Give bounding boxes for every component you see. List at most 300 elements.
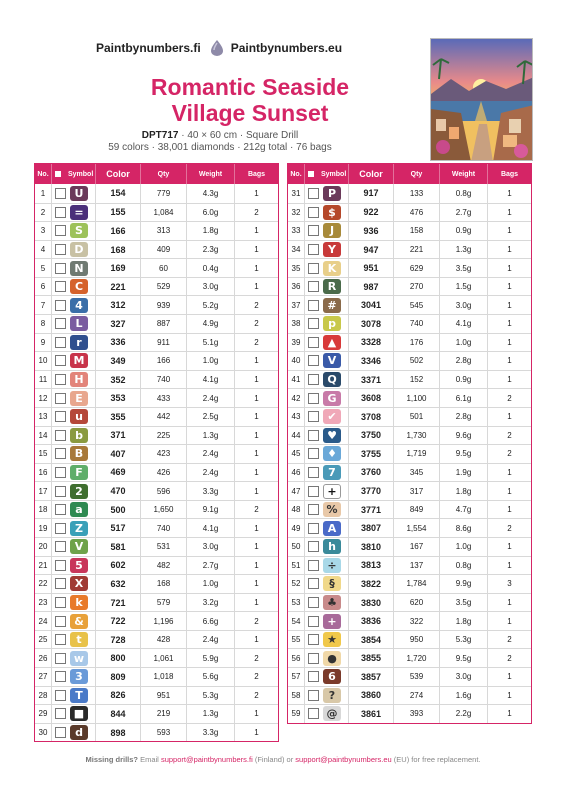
done-checkbox[interactable] [55,560,66,571]
table-row [35,203,278,222]
table-header [288,164,531,184]
done-checkbox[interactable] [55,727,66,738]
quantity: 779 [140,184,186,203]
done-checkbox[interactable] [55,541,66,552]
bags: 1 [234,222,278,240]
quantity: 166 [140,352,186,370]
symbol-swatch: h [323,539,341,554]
row-number: 46 [291,467,301,477]
color-code: 168 [95,241,140,259]
done-checkbox[interactable] [308,523,319,534]
quantity: 1,784 [393,575,439,593]
row-number: 37 [291,300,301,310]
symbol-cell [304,538,348,556]
table-row [35,686,278,705]
table-row [35,370,278,389]
done-checkbox[interactable] [55,393,66,404]
done-checkbox[interactable] [308,393,319,404]
weight: 3.3g [186,724,234,742]
row-number: 17 [38,486,48,496]
color-code: 3861 [348,705,393,723]
bags: 1 [234,278,278,296]
symbol-swatch: t [70,632,88,647]
symbol-swatch: = [70,205,88,220]
done-checkbox[interactable] [308,188,319,199]
header-checkbox-icon [55,171,61,177]
row-number: 6 [40,282,46,292]
color-code: 3857 [348,668,393,686]
color-code: 632 [95,575,140,593]
color-code: 355 [95,408,140,426]
table-row [35,388,278,407]
weight: 1.0g [439,334,487,352]
quantity: 428 [140,631,186,649]
weight: 3.2g [186,594,234,612]
weight: 1.9g [439,464,487,482]
color-table-left [34,163,279,742]
row-number: 14 [38,430,48,440]
done-checkbox[interactable] [55,671,66,682]
done-checkbox[interactable] [55,244,66,255]
symbol-cell [304,389,348,407]
color-code: 947 [348,241,393,259]
quantity: 951 [140,687,186,705]
symbol-swatch: w [70,651,88,666]
table-row [288,203,531,222]
quantity: 740 [140,371,186,389]
weight: 4.1g [186,519,234,537]
done-checkbox[interactable] [308,708,319,719]
symbol-swatch: k [70,595,88,610]
symbol-swatch: V [70,539,88,554]
weight: 2.2g [439,705,487,723]
done-checkbox[interactable] [55,634,66,645]
row-number: 50 [291,542,301,552]
quantity: 133 [393,184,439,203]
quantity: 167 [393,538,439,556]
done-checkbox[interactable] [308,504,319,515]
weight: 1.0g [186,575,234,593]
done-checkbox[interactable] [55,690,66,701]
done-checkbox[interactable] [308,337,319,348]
symbol-cell [304,259,348,277]
row-number: 3 [40,226,46,236]
quantity: 219 [140,705,186,723]
done-checkbox[interactable] [55,430,66,441]
symbol-cell [304,649,348,667]
symbol-swatch: K [323,261,341,276]
done-checkbox[interactable] [55,188,66,199]
symbol-swatch: u [70,409,88,424]
bags: 1 [234,538,278,556]
quantity: 152 [393,371,439,389]
bags: 1 [487,259,531,277]
symbol-swatch: F [70,465,88,480]
done-checkbox[interactable] [55,411,66,422]
row-number: 9 [40,337,46,347]
header-bags [487,164,531,184]
symbol-cell [51,538,95,556]
kit-code: DPT717 [141,130,179,141]
weight: 1.3g [186,705,234,723]
color-code: 349 [95,352,140,370]
header-symbol [51,164,95,184]
row-number: 48 [291,505,301,515]
row-number: 32 [291,207,301,217]
done-checkbox[interactable] [308,300,319,311]
color-code: 221 [95,278,140,296]
done-checkbox[interactable] [308,671,319,682]
table-row [288,648,531,667]
weight: 5.1g [186,334,234,352]
symbol-swatch: ♦ [323,446,341,461]
color-code: 3830 [348,594,393,612]
symbol-cell [304,296,348,314]
color-code: 581 [95,538,140,556]
row-number: 19 [38,523,48,533]
table-row [35,481,278,500]
done-checkbox[interactable] [55,504,66,515]
bags: 1 [487,334,531,352]
table-row [35,574,278,593]
done-checkbox[interactable] [55,578,66,589]
brand-drop-icon [211,40,223,56]
header-checkbox-icon [308,171,314,177]
done-checkbox[interactable] [55,337,66,348]
symbol-cell [304,482,348,500]
weight: 1.8g [439,612,487,630]
color-code: 327 [95,315,140,333]
table-row [35,351,278,370]
color-code: 898 [95,724,140,742]
done-checkbox[interactable] [308,578,319,589]
table-row [288,258,531,277]
symbol-swatch: ♥ [323,428,341,443]
row-number: 39 [291,337,301,347]
quantity: 1,650 [140,501,186,519]
quantity: 274 [393,687,439,705]
kit-info [70,130,370,154]
symbol-swatch: N [70,261,88,276]
done-checkbox[interactable] [308,225,319,236]
symbol-cell [304,575,348,593]
header-qty [140,164,186,184]
bags: 3 [487,575,531,593]
color-code: 3750 [348,427,393,445]
table-row [288,314,531,333]
weight: 4.1g [186,371,234,389]
quantity: 317 [393,482,439,500]
row-number: 10 [38,356,48,366]
header-weight [439,164,487,184]
bags: 1 [234,241,278,259]
done-checkbox[interactable] [55,523,66,534]
header-color [95,164,140,184]
symbol-swatch: d [70,725,88,740]
color-code: 951 [348,259,393,277]
row-number: 47 [291,486,301,496]
symbol-cell [304,445,348,463]
brand-fi: Paintbynumbers.fi [96,41,201,55]
header-qty-label: Qty [157,170,170,178]
symbol-cell [304,315,348,333]
symbol-swatch: ÷ [323,558,341,573]
done-checkbox[interactable] [55,374,66,385]
done-checkbox[interactable] [308,318,319,329]
header-no-label: No. [290,170,302,178]
weight: 1.3g [439,241,487,259]
done-checkbox[interactable] [308,430,319,441]
table-row [288,686,531,705]
weight: 6.0g [186,204,234,222]
done-checkbox[interactable] [55,467,66,478]
done-checkbox[interactable] [308,207,319,218]
weight: 0.8g [439,557,487,575]
done-checkbox[interactable] [308,281,319,292]
weight: 2.4g [186,445,234,463]
row-number: 36 [291,282,301,292]
weight: 5.3g [439,631,487,649]
symbol-swatch: $ [323,205,341,220]
done-checkbox[interactable] [308,560,319,571]
weight: 0.8g [439,184,487,203]
table-row [288,426,531,445]
symbol-swatch: ? [323,688,341,703]
symbol-cell [304,501,348,519]
table-row [35,723,278,742]
symbol-cell [51,259,95,277]
color-code: 3810 [348,538,393,556]
table-row [288,370,531,389]
header-bags-label: Bags [500,170,519,178]
symbol-cell [51,241,95,259]
bags: 2 [234,649,278,667]
email-link-fi[interactable]: support@paintbynumbers.fi [160,755,253,764]
done-checkbox[interactable] [308,244,319,255]
bags: 1 [487,482,531,500]
table-row [288,221,531,240]
bags: 1 [487,668,531,686]
bags: 1 [234,519,278,537]
quantity: 1,719 [393,445,439,463]
done-checkbox[interactable] [55,225,66,236]
done-checkbox[interactable] [308,616,319,627]
symbol-swatch: Z [70,521,88,536]
table-row [35,184,278,203]
color-code: 800 [95,649,140,667]
table-row [288,444,531,463]
done-checkbox[interactable] [308,486,319,497]
symbol-swatch: ✔ [323,409,341,424]
done-checkbox[interactable] [308,690,319,701]
bags: 1 [487,296,531,314]
table-row [35,444,278,463]
done-checkbox[interactable] [308,411,319,422]
bags: 1 [234,482,278,500]
weight: 5.6g [186,668,234,686]
quantity: 629 [393,259,439,277]
done-checkbox[interactable] [308,653,319,664]
quantity: 1,084 [140,204,186,222]
color-code: 844 [95,705,140,723]
weight: 4.3g [186,184,234,203]
row-number: 34 [291,245,301,255]
table-row [35,537,278,556]
color-code: 602 [95,557,140,575]
quantity: 849 [393,501,439,519]
bags: 1 [487,315,531,333]
symbol-cell [304,408,348,426]
symbol-swatch: 6 [323,669,341,684]
done-checkbox[interactable] [55,281,66,292]
weight: 1.6g [439,687,487,705]
quantity: 345 [393,464,439,482]
weight: 1.8g [439,482,487,500]
symbol-swatch: S [70,223,88,238]
symbol-swatch: T [70,688,88,703]
done-checkbox[interactable] [308,374,319,385]
footer-text: Email [138,755,161,764]
table-row [288,556,531,575]
bags: 2 [487,649,531,667]
symbol-cell [304,612,348,630]
row-number: 44 [291,430,301,440]
weight: 9.9g [439,575,487,593]
symbol-swatch: 4 [70,298,88,313]
table-row [35,426,278,445]
row-number: 21 [38,560,48,570]
bags: 1 [487,464,531,482]
done-checkbox[interactable] [308,634,319,645]
symbol-swatch: § [323,576,341,591]
symbol-cell [51,352,95,370]
weight: 5.2g [186,296,234,314]
table-row [288,611,531,630]
page-title: Romantic Seaside Village Sunset [150,74,350,126]
header-weight [186,164,234,184]
done-checkbox[interactable] [55,355,66,366]
done-checkbox[interactable] [55,318,66,329]
row-number: 5 [40,263,46,273]
done-checkbox[interactable] [55,263,66,274]
done-checkbox[interactable] [308,597,319,608]
symbol-cell [51,687,95,705]
symbol-cell [51,204,95,222]
symbol-swatch: X [70,576,88,591]
weight: 2.5g [186,408,234,426]
row-number: 58 [291,690,301,700]
quantity: 270 [393,278,439,296]
row-number: 18 [38,505,48,515]
quantity: 1,554 [393,519,439,537]
done-checkbox[interactable] [55,300,66,311]
quantity: 579 [140,594,186,612]
symbol-cell [51,389,95,407]
table-row [288,667,531,686]
done-checkbox[interactable] [55,207,66,218]
done-checkbox[interactable] [55,448,66,459]
row-number: 27 [38,672,48,682]
symbol-swatch: + [323,614,341,629]
symbol-swatch: Y [323,242,341,257]
symbol-cell [51,315,95,333]
table-row [288,518,531,537]
header-qty-label: Qty [410,170,423,178]
row-number: 59 [291,709,301,719]
done-checkbox[interactable] [55,653,66,664]
quantity: 158 [393,222,439,240]
row-number: 42 [291,393,301,403]
done-checkbox[interactable] [55,708,66,719]
done-checkbox[interactable] [308,448,319,459]
table-row [288,704,531,723]
done-checkbox[interactable] [55,597,66,608]
row-number: 52 [291,579,301,589]
row-number: 28 [38,690,48,700]
table-row [35,704,278,723]
done-checkbox[interactable] [55,486,66,497]
bags: 1 [234,389,278,407]
color-code: 470 [95,482,140,500]
table-row [288,333,531,352]
row-number: 56 [291,653,301,663]
weight: 2.8g [439,352,487,370]
symbol-cell [51,631,95,649]
done-checkbox[interactable] [308,467,319,478]
color-code: 336 [95,334,140,352]
row-number: 11 [38,375,48,385]
bags: 1 [487,371,531,389]
symbol-cell [304,241,348,259]
done-checkbox[interactable] [55,616,66,627]
symbol-cell [51,427,95,445]
done-checkbox[interactable] [308,541,319,552]
footer-text: (Finland) or [252,755,296,764]
weight: 0.4g [186,259,234,277]
table-row [288,630,531,649]
footer-note [0,755,566,764]
symbol-swatch: ● [323,651,341,666]
symbol-cell [51,222,95,240]
symbol-cell [51,649,95,667]
bags: 1 [234,184,278,203]
color-code: 3755 [348,445,393,463]
done-checkbox[interactable] [308,263,319,274]
brand-eu: Paintbynumbers.eu [230,41,343,55]
row-number: 29 [38,709,48,719]
email-link-eu[interactable]: support@paintbynumbers.eu [295,755,392,764]
bags: 1 [487,705,531,723]
symbol-cell [51,594,95,612]
bags: 1 [234,259,278,277]
quantity: 1,730 [393,427,439,445]
quantity: 176 [393,334,439,352]
symbol-cell [51,705,95,723]
quantity: 939 [140,296,186,314]
weight: 1.5g [439,278,487,296]
weight: 2.7g [186,557,234,575]
symbol-cell [304,705,348,723]
table-row [35,258,278,277]
symbol-cell [51,464,95,482]
bags: 2 [487,445,531,463]
symbol-cell [51,371,95,389]
done-checkbox[interactable] [308,355,319,366]
symbol-swatch: % [323,502,341,517]
table-row [288,593,531,612]
row-number: 25 [38,635,48,645]
symbol-swatch: G [323,391,341,406]
